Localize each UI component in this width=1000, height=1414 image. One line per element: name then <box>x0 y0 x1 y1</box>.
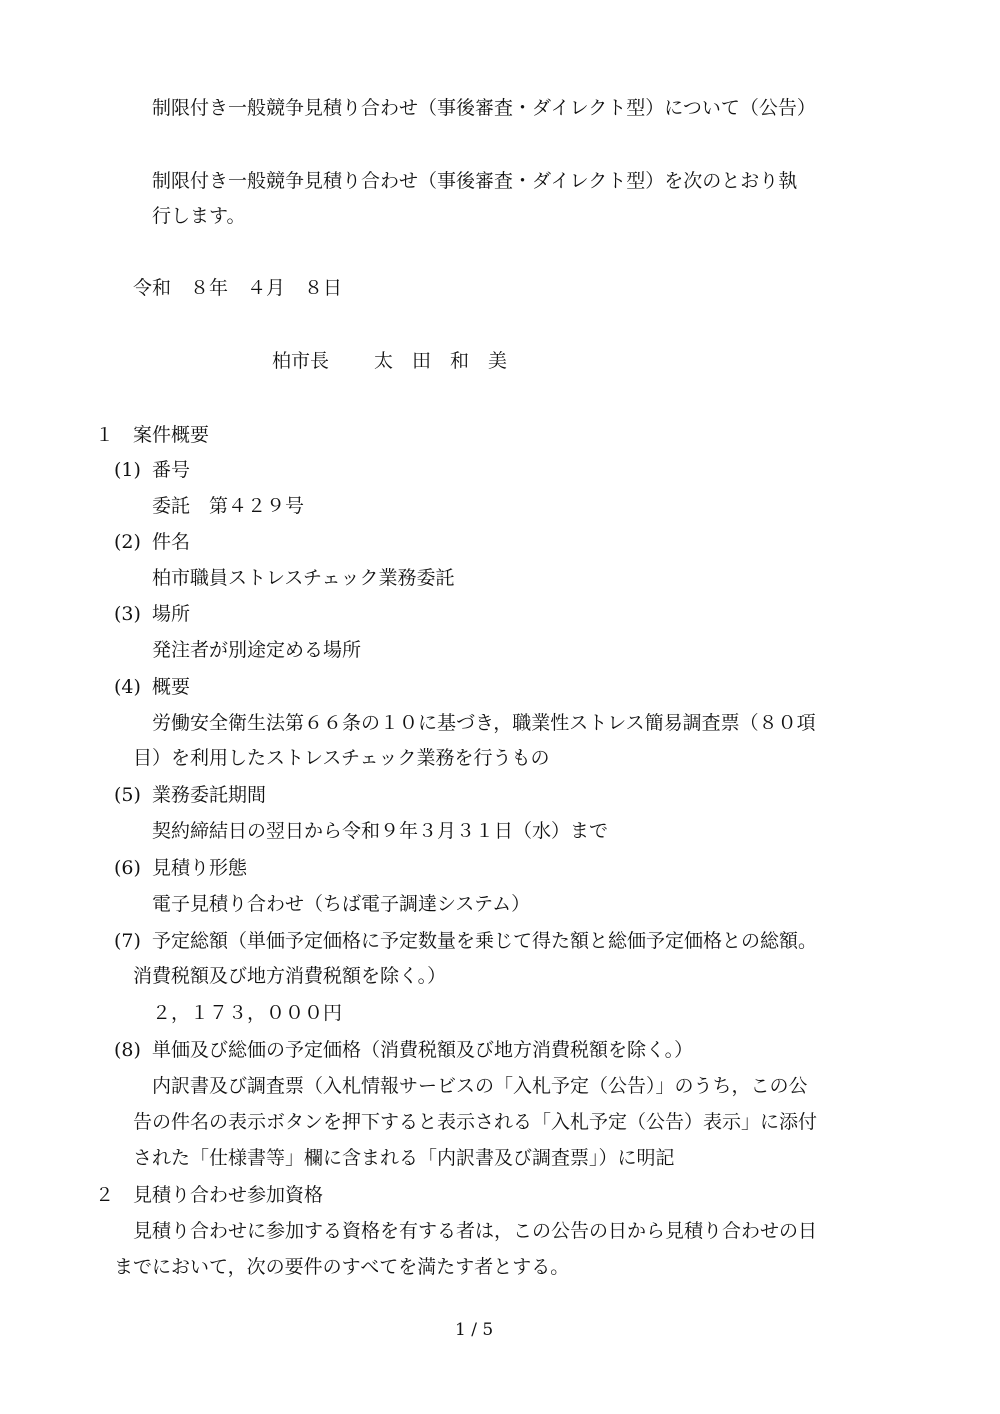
item-1-title: 番号 <box>152 459 191 481</box>
section-2-text-line-1: 見積り合わせに参加する資格を有する者は，この公告の日から見積り合わせの日 <box>133 1220 818 1242</box>
item-1-heading <box>114 458 190 482</box>
section-2-number: ２ <box>95 1184 115 1206</box>
item-5-label: (5) <box>114 784 141 806</box>
item-3-title: 場所 <box>152 603 191 625</box>
item-4-content-line-2: 目）を利用したストレスチェック業務を行うもの <box>133 747 550 769</box>
item-1-label: (1) <box>114 459 141 481</box>
item-7-title: 予定総額（単価予定価格に予定数量を乗じて得た額と総価予定価格との総額。 <box>152 930 818 952</box>
intro-line-1: 制限付き一般競争見積り合わせ（事後審査・ダイレクト型）を次のとおり執 <box>152 170 798 192</box>
item-6-content: 電子見積り合わせ（ちば電子調達システム） <box>152 893 531 915</box>
item-5-heading <box>114 783 266 807</box>
item-8-content-line-1: 内訳書及び調査票（入札情報サービスの「入札予定（公告）」のうち，この公 <box>152 1075 808 1097</box>
item-4-title: 概要 <box>152 676 191 698</box>
page-number <box>455 1318 493 1342</box>
item-5-title: 業務委託期間 <box>152 784 267 806</box>
item-8-title: 単価及び総価の予定価格（消費税額及び地方消費税額を除く。） <box>152 1039 694 1061</box>
page-separator: / <box>471 1320 477 1340</box>
section-2-heading <box>95 1183 323 1207</box>
item-2-heading <box>114 530 190 554</box>
section-2-title: 見積り合わせ参加資格 <box>133 1184 324 1206</box>
item-8-content-line-2: 告の件名の表示ボタンを押下すると表示される「入札予定（公告）表示」に添付 <box>133 1111 818 1133</box>
notice-date: 令和 ８年 ４月 ８日 <box>133 277 343 299</box>
total-pages: 5 <box>482 1320 494 1340</box>
section-2-text-line-2: までにおいて，次の要件のすべてを満たす者とする。 <box>114 1256 570 1278</box>
item-3-heading <box>114 602 190 626</box>
item-3-label: (3) <box>114 603 141 625</box>
item-7-title-continued: 消費税額及び地方消費税額を除く。） <box>133 965 447 987</box>
item-1-content: 委託 第４２９号 <box>152 495 305 517</box>
item-7-amount: ２，１７３，０００円 <box>152 1002 343 1024</box>
item-6-heading <box>114 856 247 880</box>
section-1-title: 案件概要 <box>133 424 210 446</box>
item-4-content-line-1: 労働安全衛生法第６６条の１０に基づき，職業性ストレス簡易調査票（８０項 <box>152 712 816 734</box>
current-page: 1 <box>455 1320 466 1340</box>
item-2-content: 柏市職員ストレスチェック業務委託 <box>152 567 455 589</box>
item-8-heading <box>114 1038 693 1062</box>
item-5-content: 契約締結日の翌日から令和９年３月３１日（水）まで <box>152 820 609 842</box>
item-7-label: (7) <box>114 930 141 952</box>
item-7-heading <box>114 929 817 953</box>
item-6-title: 見積り形態 <box>152 857 248 879</box>
item-4-label: (4) <box>114 676 141 698</box>
item-4-heading <box>114 675 190 699</box>
signature-name: 太 田 和 美 <box>374 350 508 372</box>
item-2-title: 件名 <box>152 531 191 553</box>
item-8-label: (8) <box>114 1039 141 1061</box>
intro-line-2: 行します。 <box>152 205 246 227</box>
section-1-heading <box>95 423 209 447</box>
section-1-number: １ <box>95 424 115 446</box>
signature-office: 柏市長 <box>272 350 330 372</box>
document-title: 制限付き一般競争見積り合わせ（事後審査・ダイレクト型）について（公告） <box>152 97 816 119</box>
item-8-content-line-3: された「仕様書等」欄に含まれる「内訳書及び調査票」）に明記 <box>133 1147 675 1169</box>
item-3-content: 発注者が別途定める場所 <box>152 639 362 661</box>
item-2-label: (2) <box>114 531 141 553</box>
item-6-label: (6) <box>114 857 141 879</box>
